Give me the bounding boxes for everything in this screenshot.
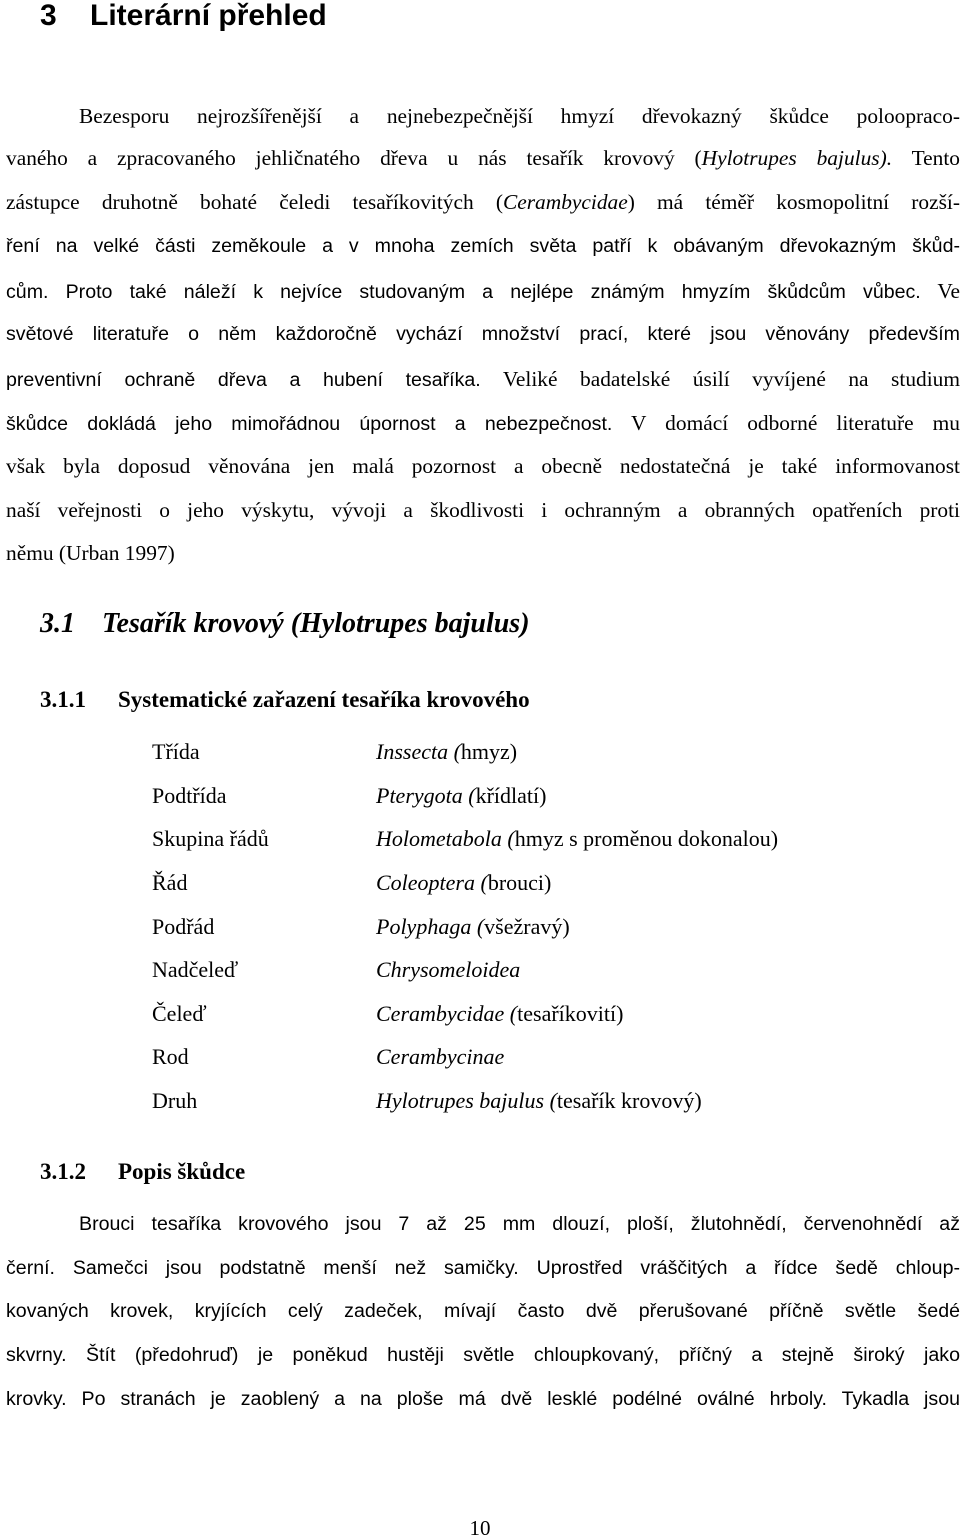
subsection-title: Systematické zařazení tesaříka krovového <box>118 687 530 712</box>
text-line: Brouci tesaříka krovového jsou 7 až 25 mm dlouzí, ploší, žlutohnědí, červenohnědí až <box>79 1213 960 1235</box>
taxonomy-name: Polyphaga (všežravý) <box>376 914 570 939</box>
text-line: světové literatuře o něm každoročně vychází množství prací, které jsou věnovány především <box>6 323 960 345</box>
taxonomy-rank: Čeleď <box>152 1001 207 1026</box>
taxonomy-name: Hylotrupes bajulus (tesařík krovový) <box>376 1088 702 1113</box>
taxonomy-name: Chrysomeloidea <box>376 957 521 982</box>
chapter-number: 3 <box>40 0 57 32</box>
chapter-title: Literární přehled <box>90 0 327 32</box>
taxonomy-rank: Třída <box>152 739 200 764</box>
text-line: ření na velké části zeměkoule a v mnoha zemích světa patří k obávaným dřevokazným škůd- <box>6 235 960 257</box>
taxonomy-row <box>0 1042 960 1072</box>
text-line: preventivní ochraně dřeva a hubení tesaříka. Veliké badatelské úsilí vyvíjené na studium <box>6 367 960 391</box>
taxonomy-row <box>0 781 960 811</box>
taxonomy-row <box>0 955 960 985</box>
subsection-title: Popis škůdce <box>118 1159 246 1184</box>
taxonomy-rank: Podřád <box>152 914 215 939</box>
subsection-heading <box>40 1157 245 1187</box>
taxonomy-name: Coleoptera (brouci) <box>376 870 552 895</box>
taxonomy-name: Pterygota (křídlatí) <box>376 783 547 808</box>
subsection-number: 3.1.1 <box>40 687 86 712</box>
text-line: černí. Samečci jsou podstatně menší než samičky. Uprostřed vráščitých a řídce šedě chloup- <box>6 1257 960 1279</box>
text-line: krovky. Po stranách je zaoblený a na ploše má dvě lesklé podélné oválné hrboly. Tykadla jsou <box>6 1388 960 1410</box>
taxonomy-rank: Rod <box>152 1044 189 1069</box>
taxonomy-name: Holometabola (hmyz s proměnou dokonalou) <box>376 826 779 851</box>
text-line: cům. Proto také náleží k nejvíce studovaným a nejlépe známým hmyzím škůdcům vůbec. Ve <box>6 279 960 303</box>
text-line: škůdce dokládá jeho mimořádnou úpornost a nebezpečnost. V domácí odborné literatuře mu <box>6 411 960 435</box>
text-line: však byla doposud věnována jen malá pozornost a obecně nedostatečná je také informovanost <box>6 454 960 478</box>
text-line: skvrny. Štít (předohruď) je poněkud hustěji světle chloupkovaný, příčný a stejně široký jako <box>6 1344 960 1366</box>
section-number: 3.1 <box>40 608 75 639</box>
taxonomy-name: Cerambycidae (tesaříkovití) <box>376 1001 624 1026</box>
text-line: Bezesporu nejrozšířenější a nejnebezpečnější hmyzí dřevokazný škůdce poloopraco- <box>79 104 960 128</box>
section-heading <box>40 604 530 644</box>
section-title: Tesařík krovový (Hylotrupes bajulus) <box>102 608 530 639</box>
taxonomy-row <box>0 912 960 942</box>
text-line: vaného a zpracovaného jehličnatého dřeva u nás tesařík krovový (Hylotrupes bajulus). Tento <box>6 146 960 170</box>
subsection-number: 3.1.2 <box>40 1159 86 1184</box>
taxonomy-rank: Skupina řádů <box>152 826 269 851</box>
text-line: kovaných krovek, kryjících celý zadeček, mívají často dvě přerušované příčně světle šedé <box>6 1300 960 1322</box>
page-number: 10 <box>469 1516 491 1540</box>
taxonomy-rank: Podtřída <box>152 783 227 808</box>
taxonomy-rank: Řád <box>152 870 188 895</box>
taxonomy-row <box>0 999 960 1029</box>
text-line: naší veřejnosti o jeho výskytu, vývoji a škodlivosti i ochranným a obranných opatřeních proti <box>6 498 960 522</box>
taxonomy-rank: Nadčeleď <box>152 957 239 982</box>
text-line: němu (Urban 1997) <box>6 541 175 565</box>
subsection-heading <box>40 685 530 715</box>
taxonomy-name: Cerambycinae <box>376 1044 505 1069</box>
taxonomy-rank: Druh <box>152 1088 198 1113</box>
taxonomy-row <box>0 1086 960 1116</box>
chapter-heading <box>40 0 327 36</box>
taxonomy-name: Inssecta (hmyz) <box>376 739 518 764</box>
taxonomy-row <box>0 737 960 767</box>
taxonomy-row <box>0 868 960 898</box>
taxonomy-row <box>0 824 960 854</box>
text-line: zástupce druhotně bohaté čeledi tesaříkovitých (Cerambycidae) má téměř kosmopolitní rozší- <box>6 190 960 214</box>
